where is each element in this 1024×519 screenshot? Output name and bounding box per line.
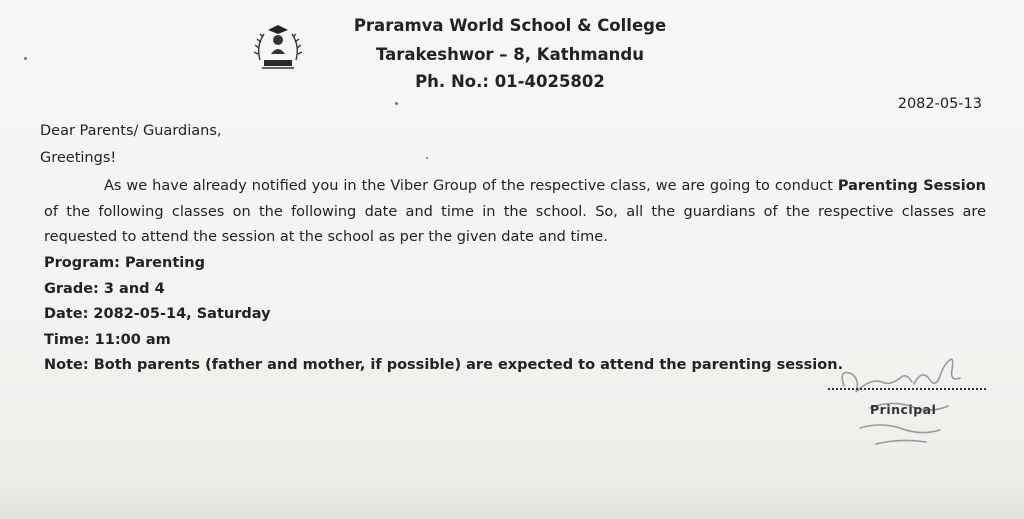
body-text-1: As we have already notified you in the Viber Group of the respective class, we are going to conduct — [104, 178, 838, 194]
salutation: Dear Parents/ Guardians, — [40, 123, 222, 139]
grade-line: Grade: 3 and 4 — [44, 281, 165, 297]
letter-date: 2082-05-13 — [897, 96, 982, 112]
school-phone: Ph. No.: 01-4025802 — [415, 72, 605, 91]
body-text-2: of the following classes on the following date and time in the school. So, all the guardians of the respective classes are requested to attend the session at the school as per the given date and time. — [44, 203, 986, 245]
signature-line — [828, 388, 986, 390]
paper-speck — [395, 102, 398, 105]
date-line: Date: 2082-05-14, Saturday — [44, 306, 271, 322]
note-line: Note: Both parents (father and mother, if possible) are expected to attend the parenting session. — [44, 357, 844, 373]
time-line: Time: 11:00 am — [44, 332, 171, 348]
school-name: Praramva World School & College — [353, 16, 667, 35]
paper-speck — [24, 57, 27, 60]
letter-body — [44, 174, 986, 251]
greeting: Greetings! — [40, 150, 117, 166]
body-bold-text: Parenting Session — [837, 178, 986, 194]
school-address: Tarakeshwor – 8, Kathmandu — [376, 45, 644, 64]
principal-label: Principal — [870, 402, 937, 417]
paper-shadow — [0, 479, 1024, 519]
school-crest-icon — [250, 20, 306, 76]
program-line: Program: Parenting — [44, 255, 205, 271]
paper-speck — [426, 157, 428, 159]
